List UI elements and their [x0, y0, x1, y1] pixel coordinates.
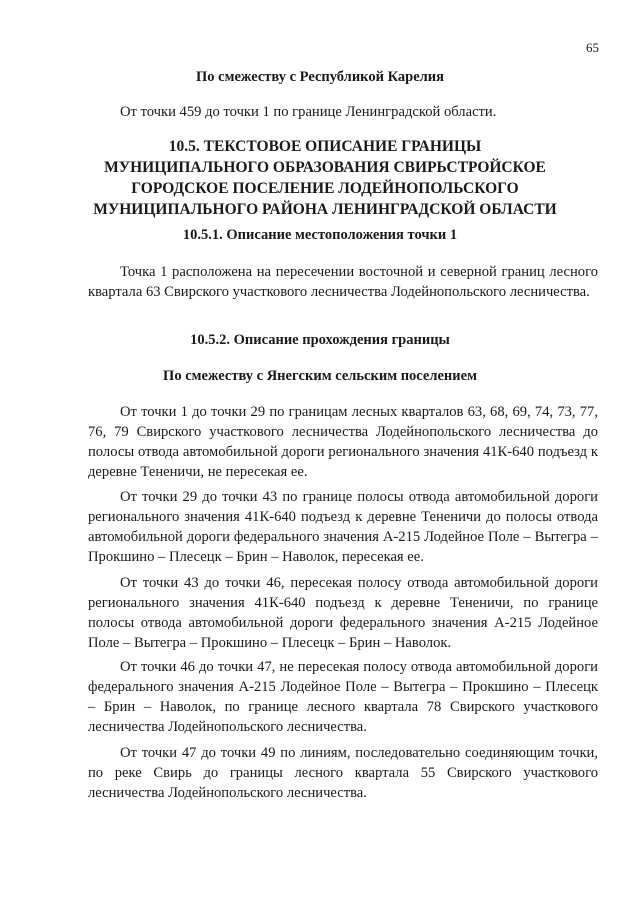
- subsection-1-text: Точка 1 расположена на пересечении восточной и северной границ лесного квартала 63 Свирского участкового лесничества Лодейнопольского лесничества.: [88, 264, 598, 300]
- page-number: 65: [586, 40, 599, 55]
- paragraph-point-47-49: От точки 47 до точки 49 по линиям, последовательно соединяющим точки, по реке Свирь до границы лесного квартала 55 Свирского участкового лесничества Лодейнопольского лесничества.: [88, 745, 598, 801]
- paragraph-point-43-46: От точки 43 до точки 46, пересекая полосу отвода автомобильной дороги регионального значения 41К-640 подъезд к деревне Тененичи, по границе полосы отвода автомобильной дороги федерального значения А-215 Лодейное Поле – Вытегра – Прокшино – Плесецк – Брин – Наволок.: [88, 575, 598, 651]
- subsection-1-title: 10.5.1. Описание местоположения точки 1: [182, 227, 458, 243]
- heading-yanega: По смежеству с Янегским сельским поселением: [163, 368, 477, 384]
- paragraph-point-46-47: От точки 46 до точки 47, не пересекая полосу отвода автомобильной дороги федерального значения А-215 Лодейное Поле – Вытегра – Прокшино – Плесецк – Брин – Наволок, по границе лесного квартала 78 Свирского участкового лесничества Лодейнопольского лесничества.: [88, 659, 598, 735]
- paragraph-karelia: От точки 459 до точки 1 по границе Ленинградской области.: [120, 104, 497, 120]
- paragraph-point-29-43: От точки 29 до точки 43 по границе полосы отвода автомобильной дороги регионального значения 41К-640 подъезд к деревне Тененичи до полосы отвода автомобильной дороги федерального значения А-215 Лодейное Поле – Вытегра – Прокшино – Плесецк – Брин – Наволок, пересекая ее.: [88, 489, 598, 565]
- heading-karelia: По смежеству с Республикой Карелия: [196, 69, 444, 85]
- section-title: 10.5. ТЕКСТОВОЕ ОПИСАНИЕ ГРАНИЦЫ МУНИЦИПАЛЬНОГО ОБРАЗОВАНИЯ СВИРЬСТРОЙСКОЕ ГОРОДСКОЕ ПОСЕЛЕНИЕ ЛОДЕЙНОПОЛЬСКОГО МУНИЦИПАЛЬНОГО РАЙОНА ЛЕНИНГРАДСКОЙ ОБЛАСТИ: [93, 138, 557, 218]
- subsection-2-title: 10.5.2. Описание прохождения границы: [190, 332, 450, 348]
- paragraph-point-1-29: От точки 1 до точки 29 по границам лесных кварталов 63, 68, 69, 74, 73, 77, 76, 79 Свирского участкового лесничества Лодейнопольского лесничества до полосы отвода автомобильной дороги регионального значения 41К-640 подъезд к деревне Тененичи, не пересекая ее.: [88, 404, 598, 480]
